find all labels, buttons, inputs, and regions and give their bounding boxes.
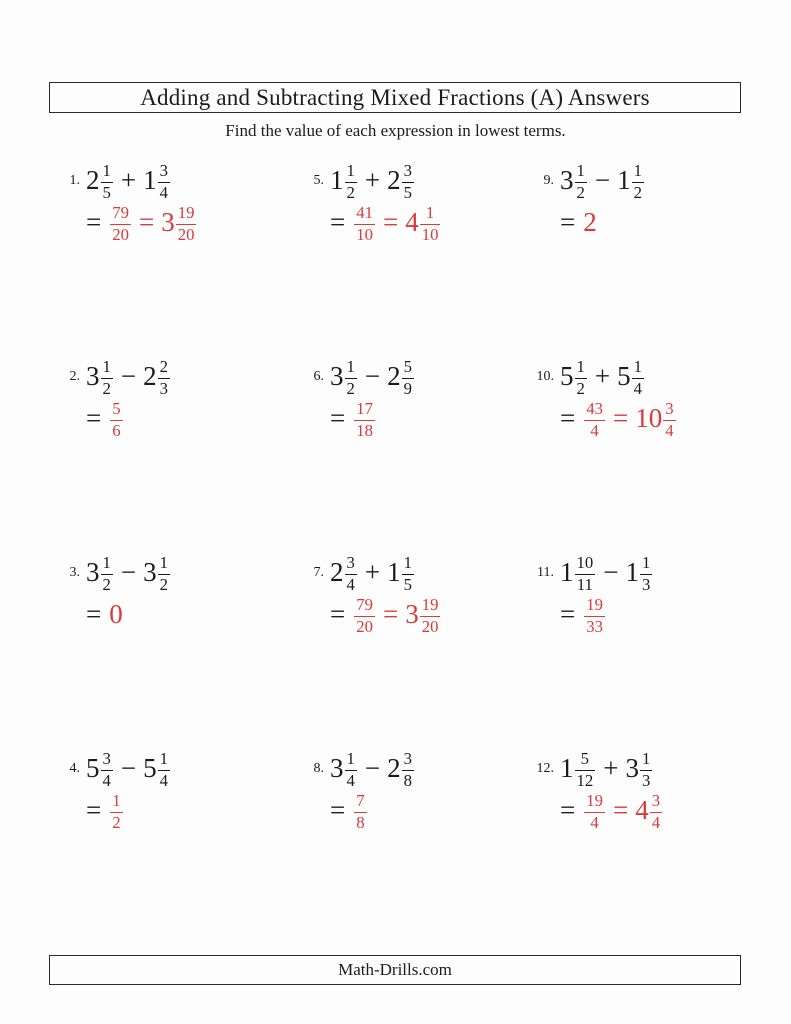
fraction bbox=[584, 401, 605, 439]
operator: + bbox=[120, 165, 137, 195]
problem-math bbox=[86, 160, 197, 244]
number: 1 bbox=[143, 165, 157, 195]
operator: = bbox=[382, 599, 399, 630]
fraction bbox=[101, 160, 113, 202]
problem-expression bbox=[560, 160, 645, 201]
problem-6 bbox=[300, 356, 530, 552]
denominator: 5 bbox=[102, 182, 111, 202]
denominator: 2 bbox=[346, 378, 355, 398]
fraction bbox=[110, 401, 122, 439]
problem-math bbox=[560, 356, 677, 440]
denominator: 4 bbox=[159, 182, 168, 202]
equals-sign: = bbox=[560, 403, 576, 434]
number: 2 bbox=[387, 361, 401, 391]
problem-number: 2. bbox=[69, 369, 80, 384]
problem-expression bbox=[330, 552, 441, 593]
numerator: 1 bbox=[346, 160, 355, 180]
number: 5 bbox=[560, 361, 574, 391]
numerator: 1 bbox=[112, 791, 121, 811]
denominator: 2 bbox=[102, 574, 111, 594]
answer-value bbox=[109, 399, 123, 441]
operator: − bbox=[120, 361, 137, 391]
equals-sign: = bbox=[560, 795, 576, 826]
numerator: 1 bbox=[403, 552, 412, 572]
problem-number: 9. bbox=[543, 173, 554, 188]
equals-sign: = bbox=[86, 795, 102, 826]
denominator: 3 bbox=[159, 378, 168, 398]
problem-number: 8. bbox=[313, 761, 324, 776]
denominator: 20 bbox=[112, 225, 129, 245]
number: 1 bbox=[560, 557, 574, 587]
denominator: 4 bbox=[346, 574, 355, 594]
problem-answer bbox=[330, 594, 441, 635]
numerator: 5 bbox=[112, 399, 121, 419]
numerator: 17 bbox=[356, 399, 373, 419]
problem-9 bbox=[530, 160, 768, 356]
denominator: 2 bbox=[112, 813, 121, 833]
fraction bbox=[663, 401, 675, 439]
number: 5 bbox=[86, 753, 100, 783]
denominator: 8 bbox=[403, 770, 412, 790]
denominator: 12 bbox=[576, 770, 594, 790]
numerator: 1 bbox=[633, 356, 642, 376]
denominator: 4 bbox=[651, 813, 661, 833]
denominator: 20 bbox=[356, 617, 373, 637]
footer-box bbox=[49, 955, 741, 985]
fraction bbox=[420, 205, 441, 243]
fraction bbox=[402, 552, 414, 594]
numerator: 79 bbox=[356, 595, 373, 615]
numerator: 3 bbox=[346, 552, 355, 572]
number: 3 bbox=[330, 753, 344, 783]
fraction bbox=[345, 160, 357, 202]
fraction bbox=[640, 552, 652, 594]
fraction bbox=[575, 748, 596, 790]
denominator: 2 bbox=[633, 182, 642, 202]
number: 2 bbox=[86, 165, 100, 195]
numerator: 19 bbox=[586, 791, 603, 811]
denominator: 8 bbox=[356, 813, 365, 833]
operator: − bbox=[364, 753, 381, 783]
answer-value bbox=[353, 595, 441, 637]
numerator: 7 bbox=[356, 791, 365, 811]
fraction bbox=[345, 552, 357, 594]
equals-sign: = bbox=[330, 599, 346, 630]
denominator: 3 bbox=[641, 770, 651, 790]
numerator: 10 bbox=[576, 552, 594, 572]
problem-number: 12. bbox=[536, 761, 554, 776]
problem-number: 4. bbox=[69, 761, 80, 776]
number: 4 bbox=[405, 207, 419, 238]
problem-5 bbox=[300, 160, 530, 356]
number: 2 bbox=[583, 207, 597, 238]
problem-expression bbox=[330, 356, 415, 397]
problem-math bbox=[86, 748, 171, 832]
denominator: 6 bbox=[112, 421, 121, 441]
problem-number: 11. bbox=[537, 565, 554, 580]
problem-answer bbox=[330, 790, 415, 831]
answer-value bbox=[353, 791, 367, 833]
number: 3 bbox=[405, 599, 419, 630]
problem-number: 10. bbox=[536, 369, 554, 384]
operator: = bbox=[612, 403, 629, 434]
problem-expression bbox=[330, 160, 441, 201]
answer-value bbox=[353, 203, 441, 245]
problem-8 bbox=[300, 748, 530, 944]
fraction bbox=[158, 552, 170, 594]
fraction bbox=[158, 356, 170, 398]
answer-value bbox=[109, 599, 123, 629]
problem-math bbox=[330, 552, 441, 636]
number: 3 bbox=[86, 557, 100, 587]
denominator: 2 bbox=[576, 182, 585, 202]
denominator: 5 bbox=[403, 574, 412, 594]
number: 10 bbox=[635, 403, 663, 434]
fraction bbox=[158, 748, 170, 790]
denominator: 20 bbox=[421, 617, 439, 637]
instructions-text: Find the value of each expression in lowest terms. bbox=[225, 121, 566, 140]
footer-text: Math-Drills.com bbox=[338, 960, 452, 979]
denominator: 5 bbox=[403, 182, 412, 202]
equals-sign: = bbox=[330, 207, 346, 238]
numerator: 1 bbox=[425, 203, 435, 223]
problem-math bbox=[86, 356, 171, 440]
problem-3 bbox=[56, 552, 300, 748]
fraction bbox=[420, 597, 441, 635]
denominator: 2 bbox=[102, 378, 111, 398]
problem-math bbox=[560, 160, 645, 242]
fraction bbox=[575, 160, 587, 202]
problem-math bbox=[330, 356, 415, 440]
problem-2 bbox=[56, 356, 300, 552]
fraction bbox=[176, 205, 197, 243]
equals-sign: = bbox=[86, 207, 102, 238]
numerator: 79 bbox=[112, 203, 129, 223]
numerator: 3 bbox=[403, 748, 412, 768]
problem-math bbox=[560, 552, 653, 636]
number: 5 bbox=[143, 753, 157, 783]
numerator: 1 bbox=[346, 748, 355, 768]
number: 3 bbox=[560, 165, 574, 195]
number: 3 bbox=[330, 361, 344, 391]
numerator: 1 bbox=[102, 552, 111, 572]
denominator: 11 bbox=[575, 574, 596, 594]
number: 1 bbox=[625, 557, 639, 587]
number: 2 bbox=[387, 753, 401, 783]
answer-value bbox=[353, 399, 376, 441]
number: 4 bbox=[635, 795, 649, 826]
numerator: 1 bbox=[159, 748, 168, 768]
operator: = bbox=[138, 207, 155, 238]
fraction bbox=[101, 356, 113, 398]
fraction bbox=[110, 793, 122, 831]
operator: − bbox=[594, 165, 611, 195]
denominator: 18 bbox=[356, 421, 373, 441]
answer-value bbox=[109, 791, 123, 833]
problem-number: 6. bbox=[313, 369, 324, 384]
problem-11 bbox=[530, 552, 768, 748]
numerator: 1 bbox=[159, 552, 168, 572]
fraction bbox=[575, 552, 596, 594]
denominator: 33 bbox=[586, 617, 603, 637]
fraction bbox=[354, 205, 375, 243]
denominator: 4 bbox=[633, 378, 642, 398]
problem-math bbox=[86, 552, 171, 634]
number: 2 bbox=[143, 361, 157, 391]
equals-sign: = bbox=[330, 403, 346, 434]
operator: = bbox=[382, 207, 399, 238]
answer-value bbox=[109, 203, 197, 245]
operator: = bbox=[612, 795, 629, 826]
operator: + bbox=[364, 165, 381, 195]
problem-math bbox=[330, 748, 415, 832]
problem-10 bbox=[530, 356, 768, 552]
denominator: 2 bbox=[159, 574, 168, 594]
problem-answer bbox=[330, 202, 441, 243]
fraction bbox=[158, 160, 170, 202]
numerator: 19 bbox=[586, 595, 603, 615]
problem-number: 7. bbox=[313, 565, 324, 580]
problems-grid bbox=[56, 160, 768, 944]
title-box bbox=[49, 82, 741, 113]
problem-1 bbox=[56, 160, 300, 356]
problem-expression bbox=[560, 356, 677, 397]
fraction bbox=[402, 748, 414, 790]
fraction bbox=[345, 356, 357, 398]
answer-value bbox=[583, 791, 663, 833]
problem-answer bbox=[560, 594, 653, 635]
fraction bbox=[402, 160, 414, 202]
numerator: 3 bbox=[159, 160, 168, 180]
operator: + bbox=[364, 557, 381, 587]
numerator: 19 bbox=[421, 595, 439, 615]
numerator: 5 bbox=[580, 748, 590, 768]
denominator: 4 bbox=[584, 812, 605, 832]
numerator: 43 bbox=[586, 399, 603, 419]
denominator: 10 bbox=[356, 225, 373, 245]
equals-sign: = bbox=[560, 207, 576, 238]
problem-number: 3. bbox=[69, 565, 80, 580]
denominator: 2 bbox=[346, 182, 355, 202]
numerator: 2 bbox=[159, 356, 168, 376]
fraction bbox=[354, 793, 366, 831]
fraction bbox=[402, 356, 414, 398]
problem-expression bbox=[86, 748, 171, 789]
numerator: 3 bbox=[403, 160, 412, 180]
fraction bbox=[575, 356, 587, 398]
number: 2 bbox=[387, 165, 401, 195]
fraction bbox=[345, 748, 357, 790]
problem-expression bbox=[86, 552, 171, 593]
number: 1 bbox=[387, 557, 401, 587]
problem-answer bbox=[86, 594, 171, 634]
problem-answer bbox=[560, 202, 645, 242]
numerator: 41 bbox=[356, 203, 373, 223]
answer-value bbox=[583, 399, 676, 441]
equals-sign: = bbox=[560, 599, 576, 630]
answer-value bbox=[583, 207, 597, 237]
operator: + bbox=[603, 753, 619, 783]
problem-expression bbox=[86, 356, 171, 397]
fraction bbox=[584, 793, 605, 831]
numerator: 1 bbox=[576, 356, 585, 376]
denominator: 4 bbox=[665, 421, 674, 441]
equals-sign: = bbox=[86, 599, 102, 630]
problem-answer bbox=[560, 398, 677, 439]
problem-12 bbox=[530, 748, 768, 944]
problem-answer bbox=[560, 790, 663, 831]
numerator: 1 bbox=[346, 356, 355, 376]
numerator: 1 bbox=[641, 552, 651, 572]
numerator: 5 bbox=[403, 356, 412, 376]
problem-answer bbox=[86, 202, 197, 243]
denominator: 2 bbox=[576, 378, 585, 398]
fraction bbox=[354, 597, 375, 635]
number: 3 bbox=[161, 207, 175, 238]
fraction bbox=[101, 748, 113, 790]
problem-expression bbox=[330, 748, 415, 789]
equals-sign: = bbox=[330, 795, 346, 826]
problem-answer bbox=[86, 398, 171, 439]
denominator: 9 bbox=[403, 378, 412, 398]
denominator: 4 bbox=[584, 420, 605, 440]
problem-math bbox=[330, 160, 441, 244]
number: 5 bbox=[617, 361, 631, 391]
problem-expression bbox=[560, 552, 653, 593]
problem-math bbox=[560, 748, 663, 832]
number: 1 bbox=[617, 165, 631, 195]
number: 3 bbox=[143, 557, 157, 587]
number: 1 bbox=[560, 753, 574, 783]
fraction bbox=[650, 793, 662, 831]
numerator: 1 bbox=[102, 160, 111, 180]
numerator: 3 bbox=[102, 748, 111, 768]
problem-number: 1. bbox=[69, 173, 80, 188]
number: 0 bbox=[109, 599, 123, 630]
numerator: 3 bbox=[651, 791, 661, 811]
fraction bbox=[632, 160, 644, 202]
denominator: 3 bbox=[641, 574, 651, 594]
number: 3 bbox=[625, 753, 639, 783]
problem-expression bbox=[560, 748, 663, 789]
fraction bbox=[110, 205, 131, 243]
equals-sign: = bbox=[86, 403, 102, 434]
fraction bbox=[354, 401, 375, 439]
operator: − bbox=[603, 557, 619, 587]
problem-number: 5. bbox=[313, 173, 324, 188]
problem-expression bbox=[86, 160, 197, 201]
problem-4 bbox=[56, 748, 300, 944]
page-title: Adding and Subtracting Mixed Fractions (A) Answers bbox=[140, 84, 650, 110]
numerator: 3 bbox=[665, 399, 674, 419]
numerator: 1 bbox=[633, 160, 642, 180]
fraction bbox=[640, 748, 652, 790]
operator: − bbox=[364, 361, 381, 391]
problem-answer bbox=[330, 398, 415, 439]
operator: − bbox=[120, 557, 137, 587]
number: 1 bbox=[330, 165, 344, 195]
denominator: 4 bbox=[346, 770, 355, 790]
numerator: 1 bbox=[576, 160, 585, 180]
problem-7 bbox=[300, 552, 530, 748]
denominator: 4 bbox=[159, 770, 168, 790]
operator: − bbox=[120, 753, 137, 783]
number: 2 bbox=[330, 557, 344, 587]
fraction bbox=[101, 552, 113, 594]
fraction bbox=[632, 356, 644, 398]
numerator: 1 bbox=[641, 748, 651, 768]
numerator: 19 bbox=[177, 203, 195, 223]
denominator: 20 bbox=[177, 225, 195, 245]
answer-value bbox=[583, 595, 606, 637]
numerator: 1 bbox=[102, 356, 111, 376]
denominator: 10 bbox=[421, 225, 439, 245]
number: 3 bbox=[86, 361, 100, 391]
fraction bbox=[584, 597, 605, 635]
problem-answer bbox=[86, 790, 171, 831]
denominator: 4 bbox=[102, 770, 111, 790]
operator: + bbox=[594, 361, 611, 391]
